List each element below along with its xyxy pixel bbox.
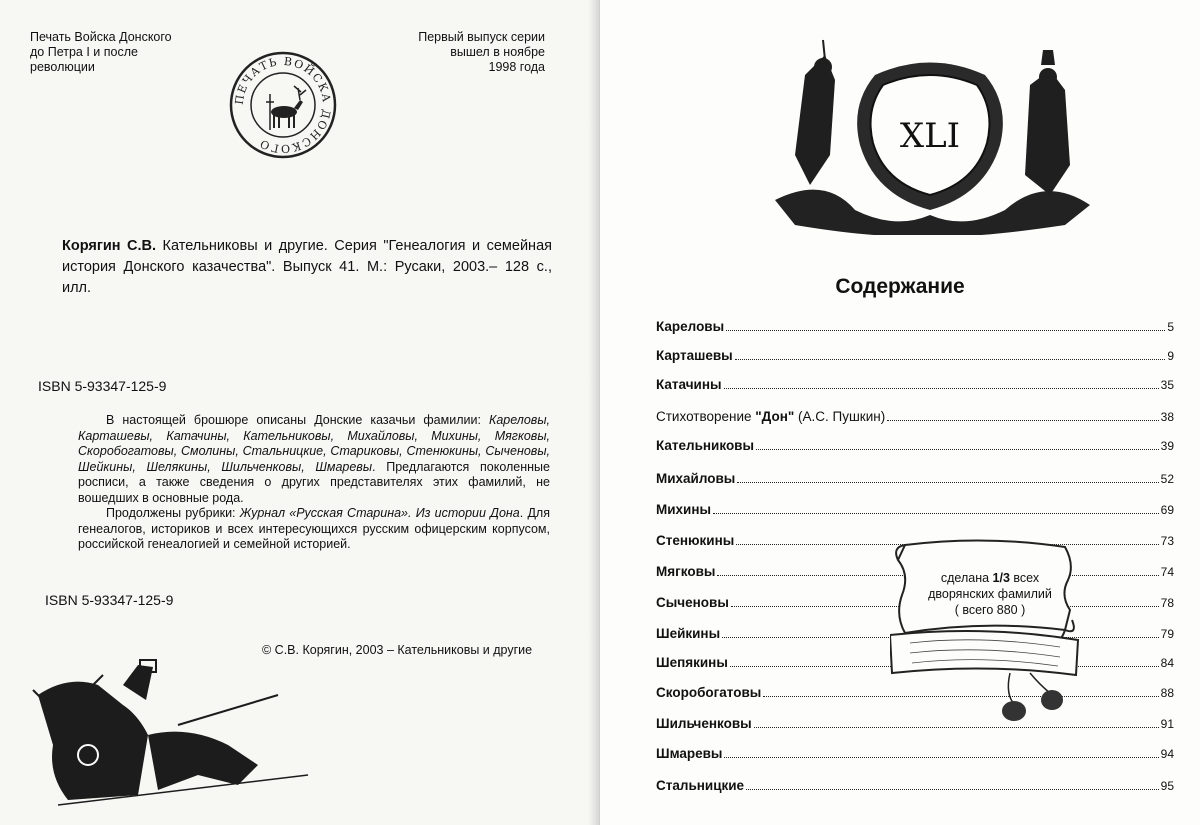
toc-item-page: 5 xyxy=(1167,320,1174,334)
toc-item-page: 91 xyxy=(1160,717,1174,731)
toc-item[interactable] xyxy=(656,370,1174,392)
svg-text:ПЕЧАТЬ ВОЙСКА ДОНСКОГО xyxy=(233,55,333,155)
toc-item[interactable] xyxy=(656,341,1174,363)
toc-item-name: Катачины xyxy=(656,377,722,392)
toc-item[interactable] xyxy=(656,431,1174,453)
toc-item-name xyxy=(656,409,885,424)
toc-title: Содержание xyxy=(835,275,965,298)
toc-item[interactable] xyxy=(656,312,1174,334)
toc-item-page: 9 xyxy=(1167,349,1174,363)
toc-item-page: 88 xyxy=(1160,686,1174,700)
isbn-bottom: ISBN 5-93347-125-9 xyxy=(45,592,174,608)
cossack-cartouche-emblem xyxy=(765,35,1095,235)
toc-item-page: 35 xyxy=(1160,378,1174,392)
seal-caption xyxy=(30,30,190,75)
toc-item-name: Карташевы xyxy=(656,348,733,363)
scroll-banner xyxy=(890,535,1080,725)
toc-item-suffix: (А.С. Пушкин) xyxy=(794,409,886,424)
toc-leader xyxy=(754,727,1159,728)
toc-leader xyxy=(735,359,1166,360)
toc-item-page: 94 xyxy=(1160,747,1174,761)
toc-item-name: Михины xyxy=(656,502,712,517)
horse-sledge-illustration xyxy=(28,655,328,815)
abstract-tail: . Для генеалогов, историков и всех интересующихся русским офицерским корпусом, российской генеалогией и семейной историей. xyxy=(78,506,550,551)
right-page xyxy=(600,0,1200,825)
toc-item-name: Стальницкие xyxy=(656,778,745,793)
seal-caption-line: революции xyxy=(30,60,95,74)
emblem-numeral: XLI xyxy=(899,116,961,156)
toc-item-page: 78 xyxy=(1160,596,1174,610)
toc-item-name: Сыченовы xyxy=(656,595,729,610)
scroll-note-fraction: 1/3 xyxy=(992,571,1010,585)
series-note-line: Первый выпуск серии xyxy=(418,30,545,44)
scroll-note-text: сделана xyxy=(940,571,993,585)
biblio-text: Кательниковы и другие. Серия "Генеалогия и семейная история Донского казачества". Выпуск 41. М.: Русаки, 2003.– 128 с., илл. xyxy=(62,238,552,296)
toc-item[interactable] xyxy=(656,739,1174,761)
toc-leader xyxy=(726,330,1165,331)
bibliographic-record xyxy=(62,236,552,299)
toc-item[interactable] xyxy=(656,771,1174,793)
toc-item-page: 84 xyxy=(1160,656,1174,670)
toc-item-page: 38 xyxy=(1160,410,1174,424)
toc-item-name: Михайловы xyxy=(656,471,736,486)
abstract xyxy=(78,413,550,553)
abstract-tail: . Предлагаются поколенные росписи, а также сведения о других представителях этих фамилий, не вошедших в основные рода. xyxy=(78,459,550,505)
toc-item-name: Стенюкины xyxy=(656,533,735,548)
toc-item-bold-title: "Дон" xyxy=(755,409,795,424)
seal-caption-line: до Петра I и после xyxy=(30,45,138,59)
toc-item-name: Кательниковы xyxy=(656,438,755,453)
scroll-note-line xyxy=(910,570,1070,586)
seal-legend: ПЕЧАТЬ ВОЙСКА ДОНСКОГО xyxy=(232,54,334,156)
abstract-lead: В настоящей брошюре описаны Донские казачьи фамилии: xyxy=(106,413,489,427)
toc-item-page: 69 xyxy=(1160,503,1174,517)
don-army-seal-image xyxy=(228,50,338,160)
copyright-line: © С.В. Корягин, 2003 – Кательниковы и другие xyxy=(262,643,533,657)
toc-item-name: Скоробогатовы xyxy=(656,685,762,700)
toc-item-page: 52 xyxy=(1160,472,1174,486)
abstract-paragraph xyxy=(78,413,550,506)
biblio-author: Корягин С.В. xyxy=(62,238,157,254)
toc-leader xyxy=(724,388,1159,389)
toc-item-name: Шильченковы xyxy=(656,716,752,731)
toc-item-page: 39 xyxy=(1160,439,1174,453)
toc-item[interactable] xyxy=(656,464,1174,486)
scroll-note-text: всех xyxy=(1009,571,1040,585)
abstract-paragraph xyxy=(78,506,550,553)
toc-item-page: 74 xyxy=(1160,565,1174,579)
toc-item-page: 73 xyxy=(1160,534,1174,548)
scroll-note xyxy=(910,570,1070,618)
scroll-note-line: ( всего 880 ) xyxy=(954,603,1026,617)
series-note-line: вышел в ноябре xyxy=(450,45,545,59)
toc-item-page: 79 xyxy=(1160,627,1174,641)
toc-item-prefix: Стихотворение xyxy=(656,409,752,424)
toc-leader xyxy=(724,757,1158,758)
toc-item-name: Шейкины xyxy=(656,626,721,641)
toc-item[interactable] xyxy=(656,402,1174,424)
seal-caption-line: Печать Войска Донского xyxy=(30,30,172,44)
series-note-line: 1998 года xyxy=(488,60,545,74)
toc-item-page: 95 xyxy=(1160,779,1174,793)
toc-item-name: Шепякины xyxy=(656,655,728,670)
toc-item-name: Кареловы xyxy=(656,319,725,334)
abstract-lead: Продолжены рубрики: xyxy=(106,506,240,520)
scroll-note-line: дворянских фамилий xyxy=(928,587,1052,601)
toc-leader xyxy=(756,449,1159,450)
abstract-rubrics: Журнал «Русская Старина». Из истории Дона xyxy=(239,506,520,520)
toc-item-name: Мягковы xyxy=(656,564,716,579)
toc-leader xyxy=(746,789,1159,790)
toc-item-name: Шмаревы xyxy=(656,746,723,761)
toc-leader xyxy=(887,420,1158,421)
toc-leader xyxy=(737,482,1158,483)
toc-leader xyxy=(713,513,1159,514)
isbn-top: ISBN 5-93347-125-9 xyxy=(38,378,167,394)
abstract-families: Кареловы, Карташевы, Катачины, Кательниковы, Михайловы, Михины, Мягковы, Скоробогатовы, Смолины, Стальницкие, Стариковы, Стенюкины, Сыченовы, Шейкины, Шелякины, Шильченковы, Шмаревы xyxy=(78,413,550,474)
series-note xyxy=(395,30,545,75)
toc-item[interactable] xyxy=(656,495,1174,517)
